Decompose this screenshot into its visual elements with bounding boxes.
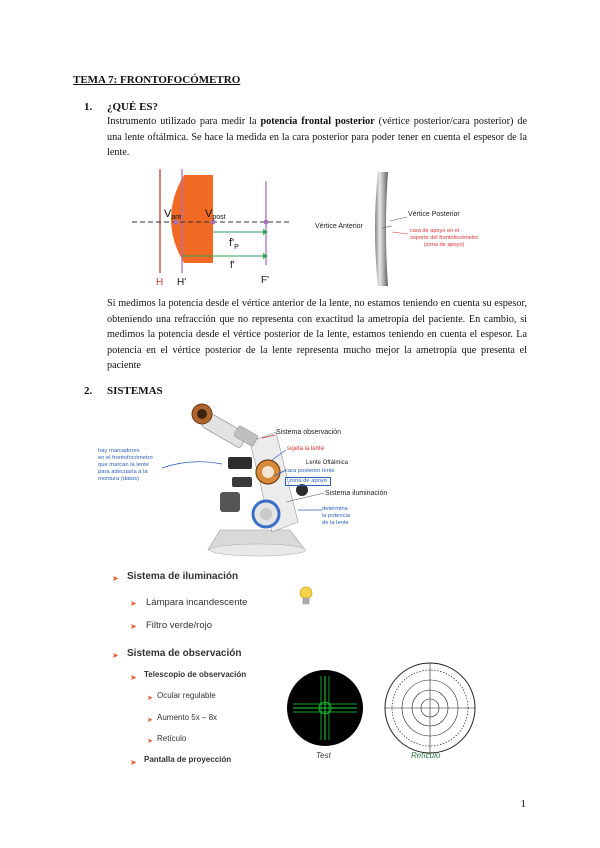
- fig-label-lente-oftalmica: Lente Oftálmica: [306, 460, 349, 466]
- section-1-intro: Instrumento utilizado para medir la potencia frontal posterior (vértice posterior/cara posterior) de una lente oftálmica. Se hace la medida en la cara posterior para poder tener en cuenta el espesor de la lente.: [107, 116, 527, 159]
- section-2-heading: SISTEMAS: [107, 385, 163, 397]
- section-1-paragraph-2: Si medimos la potencia desde el vértice anterior de la lente, no estamos teniendo en cuenta su espesor, obteniendo una refracción que no representa con exactitud la ametropía del paciente. En cambio, si medimos la potencia desde el vértice posterior de la lente, estamos teniendo en cuenta el espesor. La potencia en el vértice posterior de la lente representa mucho mejor la ametropía que presenta el paciente: [107, 298, 527, 372]
- fp-label: $f'_P$: [229, 237, 239, 251]
- hprime-label: H': [177, 277, 187, 288]
- focal-point: [264, 220, 269, 225]
- bullet-ocular: Ocular regulable: [157, 691, 216, 700]
- red-handwritten-note: cara de apoyo en el soporte del frontofocómetro (zona de apoyo): [410, 228, 479, 248]
- bullet-pantalla: Pantalla de proyección: [144, 755, 232, 764]
- page-title: TEMA 7: FRONTOFOCÓMETRO: [73, 74, 241, 86]
- section-2-number: 2.: [84, 385, 93, 397]
- bullet-obs-heading: Sistema de observación: [127, 648, 242, 659]
- page-number: 1: [520, 798, 526, 810]
- photo-pointer-lines: [382, 212, 412, 242]
- fig-label-determina: determina la potencia de la lente: [322, 506, 351, 526]
- lightbulb-icon: [298, 586, 314, 608]
- section-1-heading: ¿QUÉ ES?: [107, 101, 159, 113]
- reticle-image: [382, 660, 478, 756]
- v-ant-label: Vant: [164, 208, 182, 221]
- bullet-lampara: Lámpara incandescente: [146, 597, 248, 608]
- intro-bold-term: potencia frontal posterior: [260, 116, 375, 127]
- bullet-telescopio: Telescopio de observación: [144, 670, 247, 679]
- vertice-posterior-label: Vértice Posterior: [408, 211, 460, 218]
- bullet-ilum-heading: Sistema de iluminación: [127, 571, 239, 582]
- fprime-label: F': [261, 275, 270, 286]
- bullet-aumento: Aumento 5x – 8x: [157, 713, 218, 722]
- blue-handwritten-left-note: hay marcadores en el frontofocómetro que marcan la lente para adecuarla a la montura (datos): [98, 448, 153, 482]
- left-note-arrow: [160, 456, 230, 476]
- h-label: H: [156, 277, 164, 288]
- fig-label-sistema-iluminacion: Sistema iluminación: [325, 490, 388, 497]
- fig-label-sujeta: sujeta la lente: [287, 446, 325, 452]
- vertex-power-diagram: [118, 165, 293, 290]
- bullet-filtro: Filtro verde/rojo: [146, 620, 212, 631]
- vertice-anterior-label: Vértice Anterior: [315, 223, 363, 230]
- bullet-reticulo: Retículo: [157, 734, 187, 743]
- fig-label-cara-posterior: cara posterior lente: [285, 468, 335, 474]
- f-label: f': [230, 260, 235, 271]
- figure-pointer-lines: [240, 430, 330, 520]
- section-1-number: 1.: [84, 101, 93, 113]
- test-image: [285, 668, 365, 748]
- fig-label-sistema-observacion: Sistema observación: [276, 429, 341, 436]
- fig-label-zona-apoyo: zona de apoyo: [285, 477, 331, 486]
- v-post-label: Vpost: [205, 208, 226, 221]
- caption-test: Test: [316, 751, 331, 760]
- caption-reticulo: Retículo: [411, 751, 441, 760]
